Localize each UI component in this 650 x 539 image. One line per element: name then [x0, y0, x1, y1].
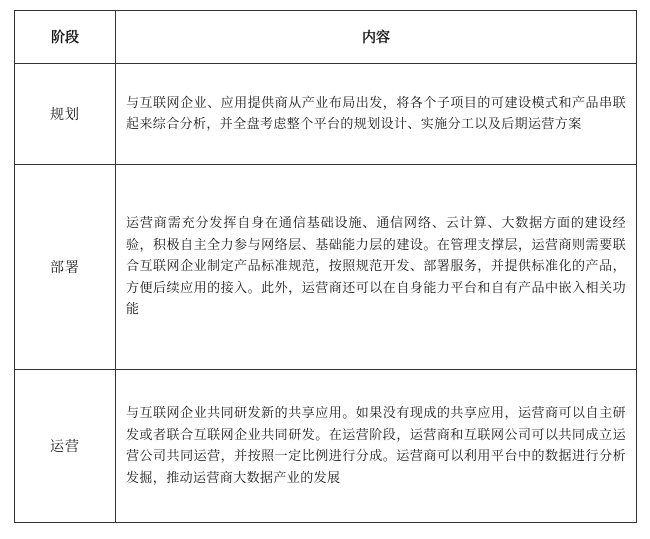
- content-cell-operation: [116, 370, 637, 523]
- table-row: [15, 165, 637, 370]
- content-text: 运营商需充分发挥自身在通信基础设施、通信网络、云计算、大数据方面的建设经验，积极自主全力参与网络层、基础能力层的建设。在管理支撑层，运营商则需要联合互联网企业制定产品标准规范，按照规范开发、部署服务，并提供标准化的产品，方便后续应用的接入。此外，运营商还可以在自身能力平台和自有产品中嵌入相关功能: [126, 216, 626, 318]
- stage-cell-planning: 规划: [15, 64, 116, 165]
- stage-content-table: [14, 10, 637, 523]
- table-row: [15, 370, 637, 523]
- header-stage: 阶段: [15, 11, 116, 64]
- stage-cell-deployment: 部署: [15, 165, 116, 370]
- header-content: 内容: [116, 11, 637, 64]
- table-header-row: [15, 11, 637, 64]
- content-text: 与互联网企业、应用提供商从产业布局出发，将各个子项目的可建设模式和产品串联起来综合分析，并全盘考虑整个平台的规划设计、实施分工以及后期运营方案: [126, 95, 626, 132]
- content-cell-planning: [116, 64, 637, 165]
- stage-cell-operation: 运营: [15, 370, 116, 523]
- content-cell-deployment: [116, 165, 637, 370]
- table-row: [15, 64, 637, 165]
- content-text: 与互联网企业共同研发新的共享应用。如果没有现成的共享应用，运营商可以自主研发或者联合互联网企业共同研发。在运营阶段，运营商和互联网公司可以共同成立运营公司共同运营，并按照一定比例进行分成。运营商可以利用平台中的数据进行分析发掘，推动运营商大数据产业的发展: [126, 406, 626, 486]
